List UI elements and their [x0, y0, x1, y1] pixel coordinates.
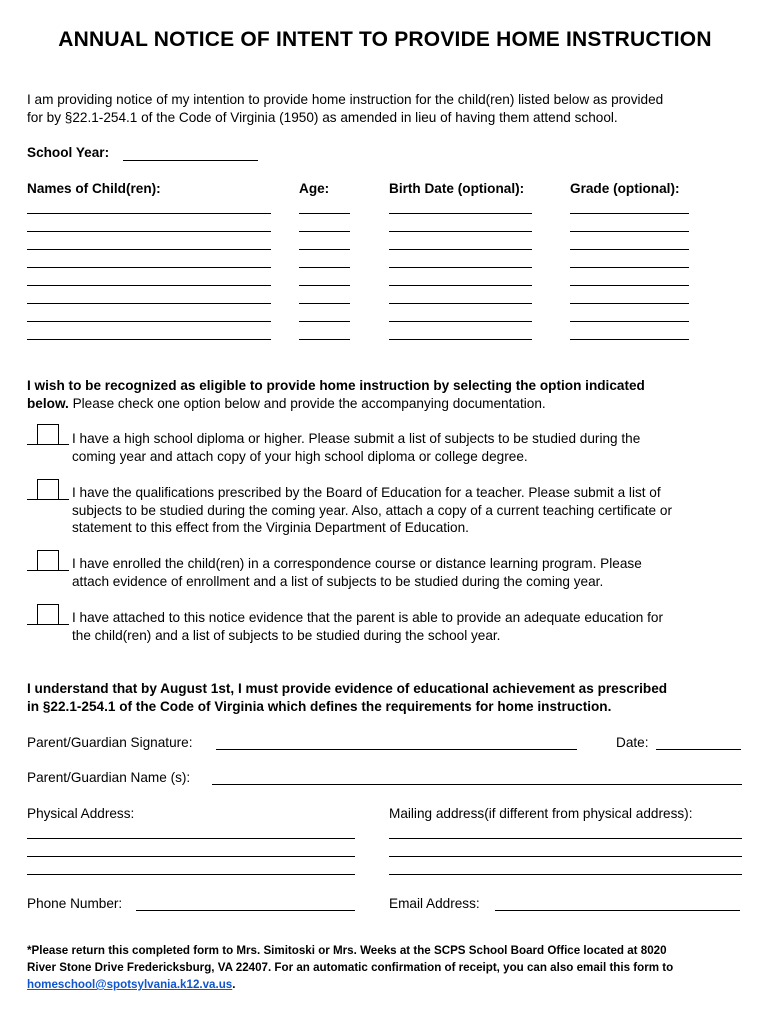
option-2-line-3: statement to this effect from the Virginia Department of Education. — [72, 520, 469, 535]
child-grade-field[interactable] — [570, 303, 689, 304]
child-name-field[interactable] — [27, 339, 271, 340]
physical-address-line-3[interactable] — [27, 874, 355, 875]
birth-date-column-header: Birth Date (optional): — [389, 181, 525, 196]
signature-label: Parent/Guardian Signature: — [27, 735, 193, 750]
eligible-heading-line-2 — [27, 395, 546, 413]
email-label: Email Address: — [389, 896, 480, 911]
option-1-line-1: I have a high school diploma or higher. Please submit a list of subjects to be studied during the — [72, 431, 641, 446]
footer-line-2: River Stone Drive Fredericksburg, VA 22407. For an automatic confirmation of receipt, you can also email this form to — [27, 961, 674, 974]
child-birth-date-field[interactable] — [389, 213, 532, 214]
school-year-field[interactable] — [123, 160, 258, 161]
child-birth-date-field[interactable] — [389, 321, 532, 322]
child-birth-date-field[interactable] — [389, 339, 532, 340]
child-name-field[interactable] — [27, 321, 271, 322]
option-2-line-1: I have the qualifications prescribed by the Board of Education for a teacher. Please submit a list of — [72, 485, 661, 500]
child-age-field[interactable] — [299, 267, 350, 268]
child-birth-date-field[interactable] — [389, 303, 532, 304]
school-year-label: School Year: — [27, 145, 110, 160]
child-birth-date-field[interactable] — [389, 231, 532, 232]
footer-period: . — [232, 978, 236, 991]
child-name-field[interactable] — [27, 303, 271, 304]
child-age-field[interactable] — [299, 231, 350, 232]
option-4-checkbox[interactable] — [37, 604, 59, 624]
physical-address-line-1[interactable] — [27, 838, 355, 839]
child-name-field[interactable] — [27, 231, 271, 232]
eligible-below-label: below. — [27, 396, 69, 411]
grade-column-header: Grade (optional): — [570, 181, 680, 196]
child-birth-date-field[interactable] — [389, 285, 532, 286]
option-3-line-2: attach evidence of enrollment and a list of subjects to be studied during the coming year. — [72, 574, 604, 589]
mailing-address-label: Mailing address(if different from physical address): — [389, 806, 693, 821]
mailing-address-line-2[interactable] — [389, 856, 742, 857]
child-age-field[interactable] — [299, 213, 350, 214]
understand-line-2: in §22.1-254.1 of the Code of Virginia which defines the requirements for home instruction. — [27, 699, 612, 714]
child-name-field[interactable] — [27, 249, 271, 250]
option-2-line-2: subjects to be studied during the coming year. Also, attach a copy of a current teaching certificate or — [72, 503, 672, 518]
intro-line-1: I am providing notice of my intention to provide home instruction for the child(ren) listed below as provided — [27, 92, 664, 107]
child-age-field[interactable] — [299, 339, 350, 340]
footer-email-link[interactable]: homeschool@spotsylvania.k12.va.us — [27, 978, 233, 991]
child-age-field[interactable] — [299, 303, 350, 304]
child-birth-date-field[interactable] — [389, 249, 532, 250]
names-column-header: Names of Child(ren): — [27, 181, 161, 196]
page-title: ANNUAL NOTICE OF INTENT TO PROVIDE HOME INSTRUCTION — [58, 28, 712, 51]
option-1-line-2: coming year and attach copy of your high school diploma or college degree. — [72, 449, 528, 464]
email-field[interactable] — [495, 910, 740, 911]
physical-address-line-2[interactable] — [27, 856, 355, 857]
child-name-field[interactable] — [27, 213, 271, 214]
guardian-name-label: Parent/Guardian Name (s): — [27, 770, 191, 785]
date-field[interactable] — [656, 749, 741, 750]
option-3-checkbox[interactable] — [37, 550, 59, 570]
option-1-checkbox[interactable] — [37, 424, 59, 444]
child-age-field[interactable] — [299, 249, 350, 250]
child-grade-field[interactable] — [570, 231, 689, 232]
phone-label: Phone Number: — [27, 896, 123, 911]
date-label: Date: — [616, 735, 649, 750]
child-birth-date-field[interactable] — [389, 267, 532, 268]
child-grade-field[interactable] — [570, 213, 689, 214]
guardian-name-field[interactable] — [212, 784, 742, 785]
child-age-field[interactable] — [299, 285, 350, 286]
child-grade-field[interactable] — [570, 285, 689, 286]
child-grade-field[interactable] — [570, 267, 689, 268]
child-age-field[interactable] — [299, 321, 350, 322]
child-grade-field[interactable] — [570, 321, 689, 322]
child-grade-field[interactable] — [570, 339, 689, 340]
child-name-field[interactable] — [27, 267, 271, 268]
mailing-address-line-1[interactable] — [389, 838, 742, 839]
option-4-line-2: the child(ren) and a list of subjects to be studied during the school year. — [72, 628, 501, 643]
option-4-line-1: I have attached to this notice evidence that the parent is able to provide an adequate education for — [72, 610, 663, 625]
child-name-field[interactable] — [27, 285, 271, 286]
eligible-instructions: Please check one option below and provide the accompanying documentation. — [72, 396, 546, 411]
physical-address-label: Physical Address: — [27, 806, 135, 821]
signature-field[interactable] — [216, 749, 577, 750]
footer-line-3 — [27, 976, 236, 993]
intro-line-2: for by §22.1-254.1 of the Code of Virginia (1950) as amended in lieu of having them attend school. — [27, 110, 618, 125]
option-3-line-1: I have enrolled the child(ren) in a correspondence course or distance learning program. Please — [72, 556, 642, 571]
child-grade-field[interactable] — [570, 249, 689, 250]
footer-line-1: *Please return this completed form to Mrs. Simitoski or Mrs. Weeks at the SCPS School Board Office located at 8020 — [27, 944, 667, 957]
phone-field[interactable] — [136, 910, 355, 911]
option-2-checkbox[interactable] — [37, 479, 59, 499]
eligible-heading-line-1: I wish to be recognized as eligible to provide home instruction by selecting the option indicated — [27, 378, 645, 393]
mailing-address-line-3[interactable] — [389, 874, 742, 875]
understand-line-1: I understand that by August 1st, I must provide evidence of educational achievement as prescribed — [27, 681, 668, 696]
age-column-header: Age: — [299, 181, 330, 196]
